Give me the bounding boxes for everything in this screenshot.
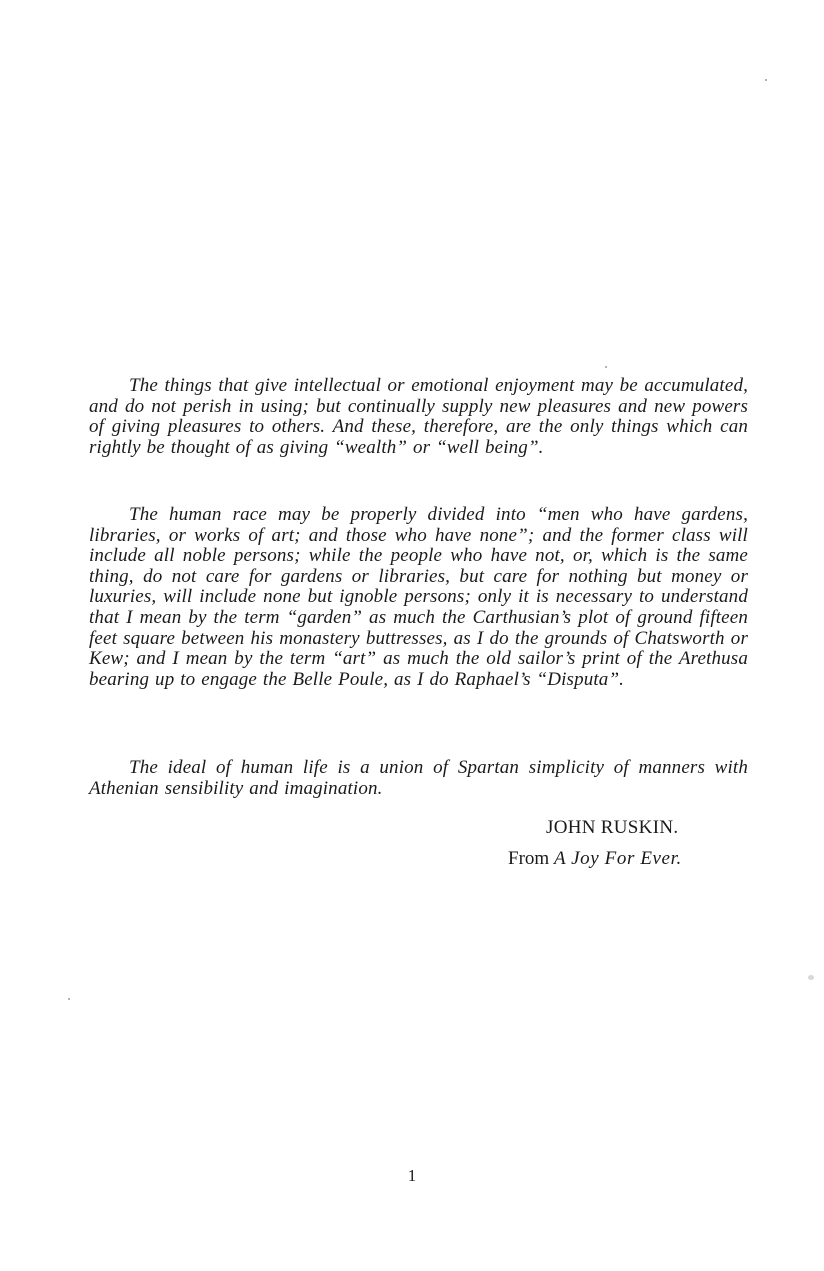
scan-speck bbox=[68, 998, 70, 1000]
source-title: A Joy For Ever. bbox=[553, 848, 682, 869]
quote-paragraph-1 bbox=[89, 376, 748, 458]
source-citation bbox=[508, 848, 682, 870]
scan-speck bbox=[808, 975, 814, 980]
paragraph-text: The human race may be properly divided into “men who have gardens, libraries, or works of art; and those who have none”; and the former class will include all noble persons; while the people who have not, or, which is the same thing, do not care for gardens or libraries, but care for nothing but money or luxuries, will include none but ignoble persons; only it is necessary to understand that I mean by the term “garden” as much the Carthusian’s plot of ground fifteen feet square between his monastery buttresses, as I do the grounds of Chatsworth or Kew; and I mean by the term “art” as much the old sailor’s print of the Arethusa bearing up to engage the Belle Poule, as I do Raphael’s “Disputa”. bbox=[89, 504, 748, 690]
quote-paragraph-2 bbox=[89, 505, 748, 690]
source-prefix: From bbox=[508, 848, 550, 869]
quote-paragraph-3 bbox=[89, 758, 748, 799]
page-number: 1 bbox=[407, 1166, 417, 1185]
paragraph-text: The things that give intellectual or emotional enjoyment may be accumulated, and do not perish in using; but continually supply new pleasures and new powers of giving pleasures to others. And these, therefore, are the only things which can rightly be thought of as giving “wealth” or “well being”. bbox=[89, 375, 748, 458]
author-name: JOHN RUSKIN. bbox=[546, 817, 679, 838]
paragraph-text: The ideal of human life is a union of Spartan simplicity of manners with Athenian sensibility and imagination. bbox=[89, 757, 748, 799]
scan-speck bbox=[605, 366, 607, 368]
scan-speck bbox=[765, 79, 767, 81]
